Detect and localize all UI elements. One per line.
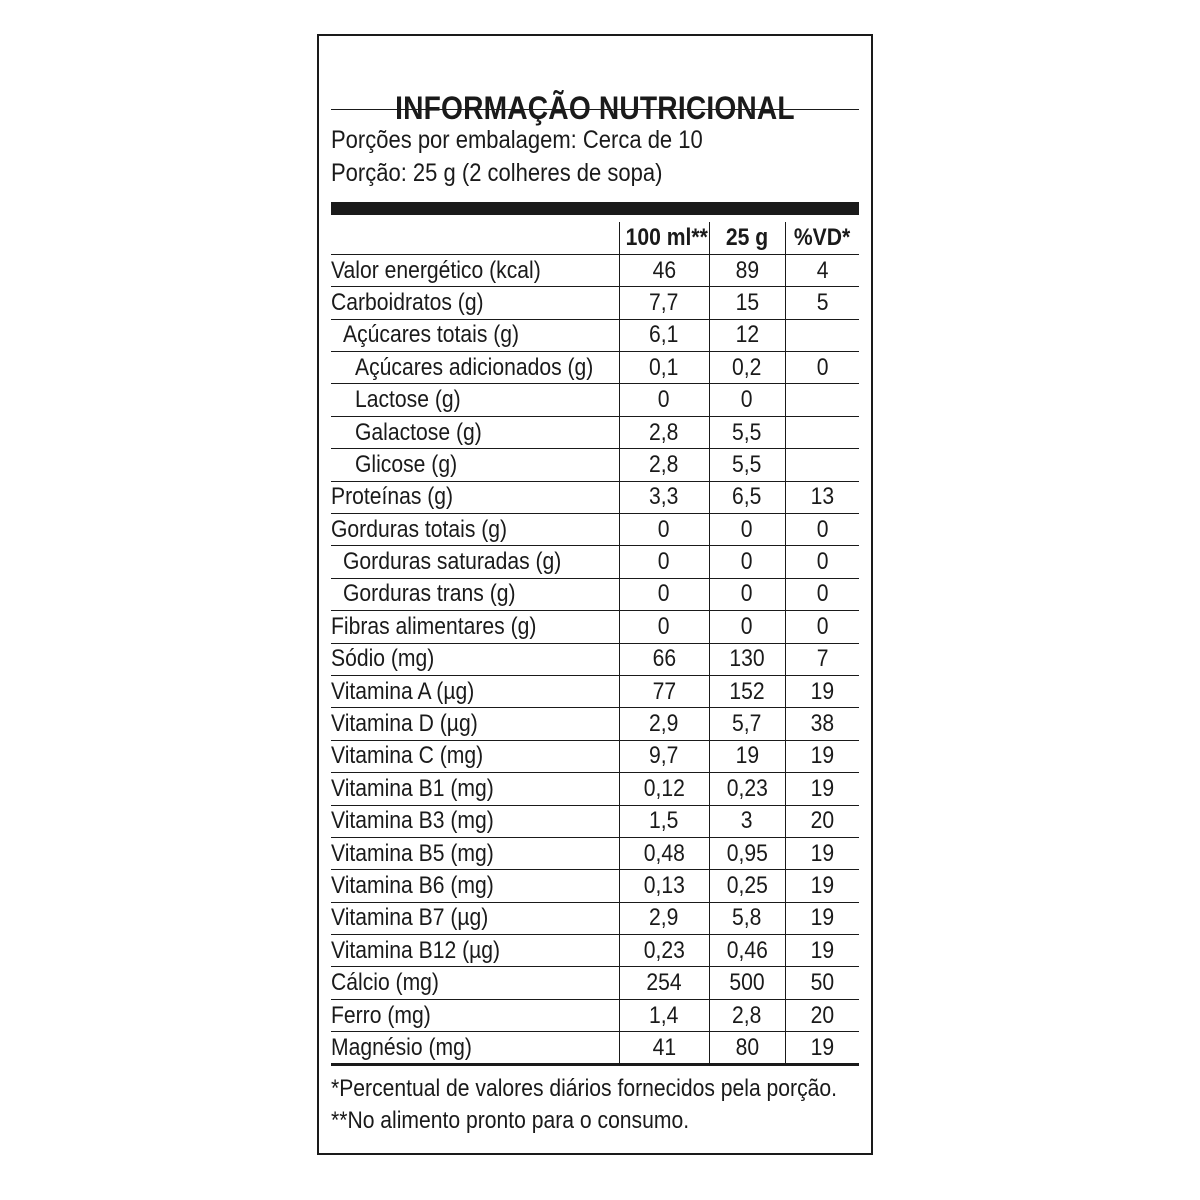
value-daily-percent: 38 — [785, 708, 859, 740]
value-daily-percent: 19 — [785, 935, 859, 967]
value-per-25g: 0,25 — [709, 870, 785, 902]
title-divider — [331, 109, 859, 110]
nutrient-name: Lactose (g) — [331, 384, 619, 416]
value-daily-percent: 5 — [785, 287, 859, 319]
value-per-100ml: 0,1 — [619, 352, 709, 384]
value-per-25g: 80 — [709, 1032, 785, 1064]
nutrient-name: Açúcares adicionados (g) — [331, 352, 619, 384]
thick-divider — [331, 202, 859, 215]
value-per-100ml: 6,1 — [619, 319, 709, 351]
nutrient-name: Sódio (mg) — [331, 643, 619, 675]
value-per-100ml: 1,5 — [619, 805, 709, 837]
nutrient-name: Galactose (g) — [331, 416, 619, 448]
value-per-25g: 3 — [709, 805, 785, 837]
value-per-25g: 5,8 — [709, 902, 785, 934]
value-per-100ml: 46 — [619, 254, 709, 286]
value-daily-percent: 50 — [785, 967, 859, 999]
value-per-100ml: 0,12 — [619, 773, 709, 805]
value-per-100ml: 2,8 — [619, 416, 709, 448]
table-row — [331, 935, 859, 967]
value-per-100ml: 0 — [619, 578, 709, 610]
value-daily-percent — [785, 416, 859, 448]
nutrient-name: Ferro (mg) — [331, 999, 619, 1031]
value-per-100ml: 0,23 — [619, 935, 709, 967]
value-per-100ml: 9,7 — [619, 740, 709, 772]
value-daily-percent — [785, 319, 859, 351]
table-row — [331, 740, 859, 772]
value-per-100ml: 77 — [619, 675, 709, 707]
nutrition-table — [331, 222, 859, 1064]
table-row — [331, 708, 859, 740]
table-row — [331, 384, 859, 416]
value-per-25g: 89 — [709, 254, 785, 286]
value-daily-percent: 20 — [785, 999, 859, 1031]
value-per-100ml: 254 — [619, 967, 709, 999]
nutrient-name: Glicose (g) — [331, 449, 619, 481]
value-daily-percent: 19 — [785, 870, 859, 902]
table-row — [331, 999, 859, 1031]
servings-per-package: Porções por embalagem: Cerca de 10 — [331, 126, 703, 154]
value-per-25g: 5,7 — [709, 708, 785, 740]
nutrient-name: Vitamina B12 (µg) — [331, 935, 619, 967]
value-daily-percent: 19 — [785, 773, 859, 805]
value-per-100ml: 0,13 — [619, 870, 709, 902]
value-per-25g: 0 — [709, 546, 785, 578]
nutrient-name: Açúcares totais (g) — [331, 319, 619, 351]
nutrient-name: Gorduras totais (g) — [331, 514, 619, 546]
nutrient-name: Vitamina B6 (mg) — [331, 870, 619, 902]
table-row — [331, 416, 859, 448]
value-per-100ml: 0 — [619, 514, 709, 546]
value-daily-percent: 7 — [785, 643, 859, 675]
nutrient-name: Vitamina B7 (µg) — [331, 902, 619, 934]
value-per-100ml: 2,9 — [619, 902, 709, 934]
value-daily-percent: 0 — [785, 578, 859, 610]
value-per-25g: 0,46 — [709, 935, 785, 967]
nutrient-name: Fibras alimentares (g) — [331, 611, 619, 643]
table-row — [331, 837, 859, 869]
value-per-100ml: 1,4 — [619, 999, 709, 1031]
bottom-divider — [331, 1063, 859, 1066]
nutrient-name: Vitamina D (µg) — [331, 708, 619, 740]
table-row — [331, 967, 859, 999]
table-row — [331, 643, 859, 675]
table-row — [331, 870, 859, 902]
table-row — [331, 449, 859, 481]
value-per-100ml: 0 — [619, 384, 709, 416]
value-daily-percent: 19 — [785, 675, 859, 707]
value-per-25g: 15 — [709, 287, 785, 319]
table-row — [331, 481, 859, 513]
value-per-25g: 0,2 — [709, 352, 785, 384]
value-per-25g: 0 — [709, 514, 785, 546]
value-daily-percent: 0 — [785, 352, 859, 384]
nutrition-label — [317, 34, 873, 1155]
nutrient-name: Vitamina A (µg) — [331, 675, 619, 707]
value-per-25g: 152 — [709, 675, 785, 707]
value-daily-percent: 4 — [785, 254, 859, 286]
value-daily-percent: 20 — [785, 805, 859, 837]
value-daily-percent: 19 — [785, 837, 859, 869]
serving-size: Porção: 25 g (2 colheres de sopa) — [331, 159, 663, 187]
label-title: INFORMAÇÃO NUTRICIONAL — [395, 90, 795, 126]
header-per-25g: 25 g — [709, 222, 785, 254]
header-per-100ml: 100 ml** — [619, 222, 709, 254]
nutrient-name: Vitamina C (mg) — [331, 740, 619, 772]
value-daily-percent: 0 — [785, 611, 859, 643]
value-daily-percent: 19 — [785, 902, 859, 934]
table-row — [331, 319, 859, 351]
nutrient-name: Gorduras saturadas (g) — [331, 546, 619, 578]
value-per-100ml: 7,7 — [619, 287, 709, 319]
nutrient-name: Vitamina B5 (mg) — [331, 837, 619, 869]
value-per-25g: 500 — [709, 967, 785, 999]
table-row — [331, 546, 859, 578]
value-per-25g: 130 — [709, 643, 785, 675]
value-daily-percent: 0 — [785, 546, 859, 578]
table-row — [331, 254, 859, 286]
value-daily-percent: 19 — [785, 1032, 859, 1064]
value-daily-percent: 0 — [785, 514, 859, 546]
nutrient-name: Proteínas (g) — [331, 481, 619, 513]
table-row — [331, 805, 859, 837]
value-per-100ml: 66 — [619, 643, 709, 675]
value-per-25g: 6,5 — [709, 481, 785, 513]
value-daily-percent — [785, 449, 859, 481]
value-per-25g: 0,95 — [709, 837, 785, 869]
table-row — [331, 578, 859, 610]
nutrient-name: Cálcio (mg) — [331, 967, 619, 999]
value-per-25g: 5,5 — [709, 449, 785, 481]
value-per-100ml: 0,48 — [619, 837, 709, 869]
value-per-25g: 0 — [709, 578, 785, 610]
header-nutrient — [331, 222, 619, 254]
value-per-25g: 2,8 — [709, 999, 785, 1031]
value-daily-percent — [785, 384, 859, 416]
value-per-100ml: 41 — [619, 1032, 709, 1064]
value-daily-percent: 19 — [785, 740, 859, 772]
table-body — [331, 254, 859, 1064]
table-row — [331, 902, 859, 934]
nutrient-name: Gorduras trans (g) — [331, 578, 619, 610]
value-daily-percent: 13 — [785, 481, 859, 513]
value-per-100ml: 3,3 — [619, 481, 709, 513]
value-per-25g: 19 — [709, 740, 785, 772]
table-row — [331, 352, 859, 384]
table-row — [331, 514, 859, 546]
value-per-100ml: 0 — [619, 611, 709, 643]
table-row — [331, 611, 859, 643]
footnote-ready-to-eat: **No alimento pronto para o consumo. — [331, 1107, 690, 1134]
value-per-25g: 5,5 — [709, 416, 785, 448]
table-row — [331, 287, 859, 319]
table-row — [331, 675, 859, 707]
header-daily-value: %VD* — [785, 222, 859, 254]
value-per-25g: 0 — [709, 384, 785, 416]
value-per-100ml: 0 — [619, 546, 709, 578]
footnote-daily-value: *Percentual de valores diários fornecidos pela porção. — [331, 1075, 838, 1102]
table-header-row — [331, 222, 859, 254]
nutrient-name: Carboidratos (g) — [331, 287, 619, 319]
table-row — [331, 773, 859, 805]
value-per-25g: 12 — [709, 319, 785, 351]
value-per-25g: 0 — [709, 611, 785, 643]
nutrient-name: Valor energético (kcal) — [331, 254, 619, 286]
nutrient-name: Vitamina B3 (mg) — [331, 805, 619, 837]
value-per-25g: 0,23 — [709, 773, 785, 805]
nutrient-name: Magnésio (mg) — [331, 1034, 472, 1062]
value-per-100ml: 2,8 — [619, 449, 709, 481]
table-row — [331, 1032, 859, 1064]
value-per-100ml: 2,9 — [619, 708, 709, 740]
nutrient-name: Vitamina B1 (mg) — [331, 773, 619, 805]
